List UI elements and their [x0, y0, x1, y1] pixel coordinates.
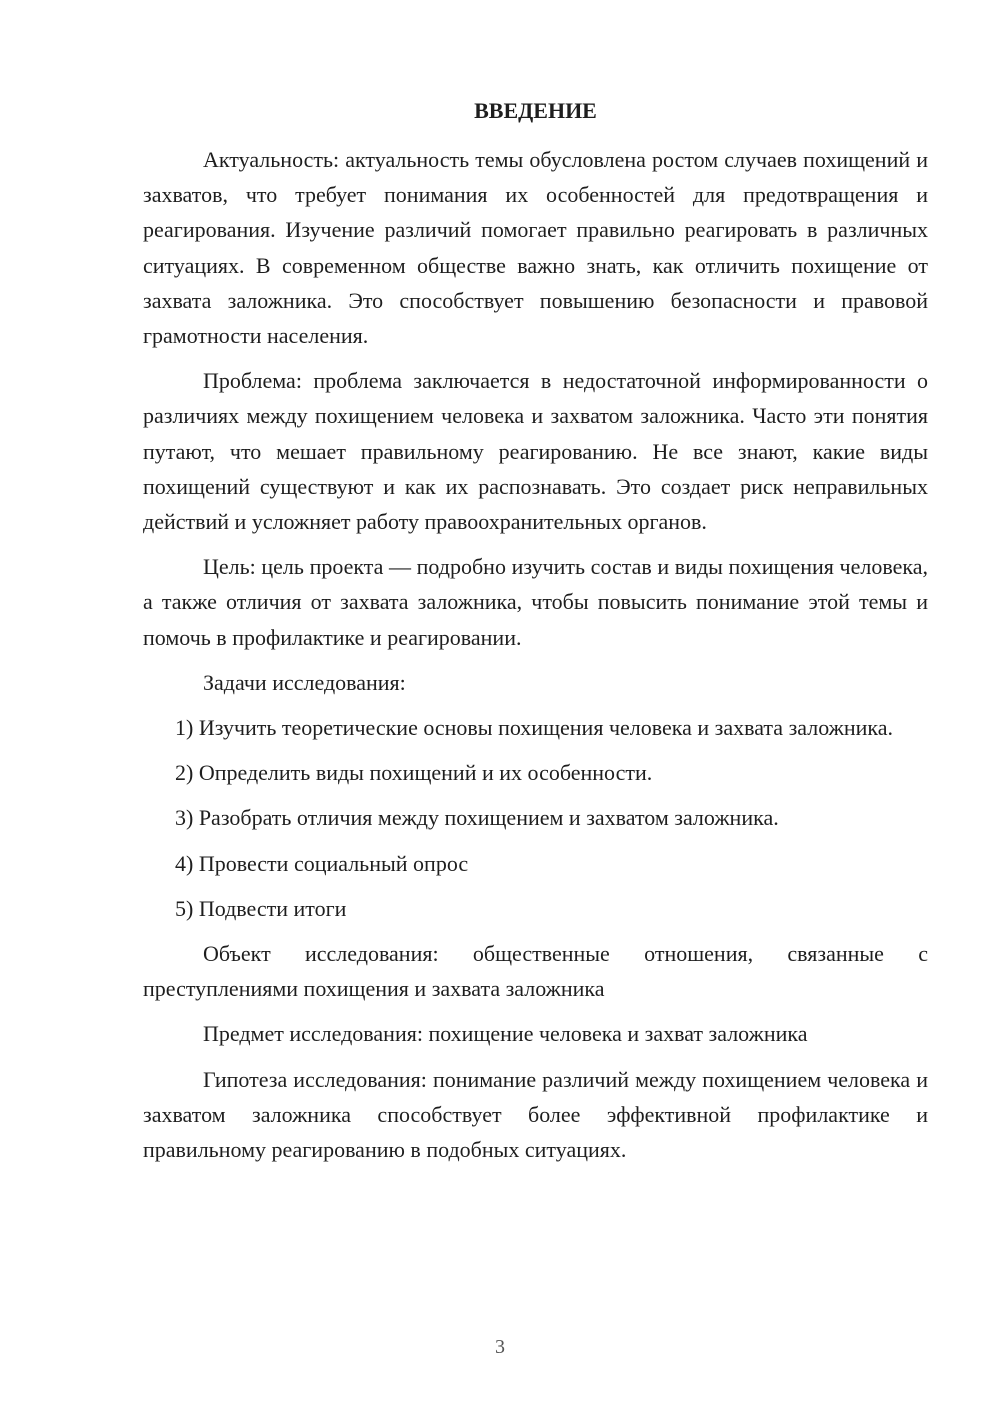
page-number: 3	[495, 1336, 505, 1358]
document-body	[143, 142, 928, 1167]
task-item-1: 1) Изучить теоретические основы похищения человека и захвата заложника.	[175, 715, 894, 741]
paragraph-object: Объект исследования: общественные отношения, связанные с преступлениями похищения и захвата заложника	[143, 941, 928, 1002]
paragraph-hypothesis: Гипотеза исследования: понимание различий между похищением человека и захватом заложника способствует более эффективной профилактике и правильному реагированию в подобных ситуациях.	[143, 1066, 928, 1163]
task-item-3: 3) Разобрать отличия между похищением и захватом заложника.	[175, 805, 779, 831]
paragraph-relevance: Актуальность: актуальность темы обусловлена ростом случаев похищений и захватов, что требует понимания их особенностей для предотвращения и реагирования. Изучение различий помогает правильно реагировать в различных ситуациях. В современном обществе важно знать, как отличить похищение от захвата заложника. Это способствует повышению безопасности и правовой грамотности населения.	[143, 147, 928, 349]
paragraph-problem: Проблема: проблема заключается в недостаточной информированности о различиях между похищением человека и захватом заложника. Часто эти понятия путают, что мешает правильному реагированию. Не все знают, какие виды похищений существуют и как их распознавать. Это создает риск неправильных действий и усложняет работу правоохранительных органов.	[143, 368, 928, 535]
paragraph-goal: Цель: цель проекта — подробно изучить состав и виды похищения человека, а также отличия от захвата заложника, чтобы повысить понимание этой темы и помочь в профилактике и реагировании.	[143, 554, 928, 650]
task-item-5: 5) Подвести итоги	[175, 895, 347, 921]
paragraph-subject: Предмет исследования: похищение человека и захват заложника	[203, 1021, 808, 1047]
paragraph-tasks-heading: Задачи исследования:	[203, 669, 406, 695]
task-item-4: 4) Провести социальный опрос	[175, 850, 469, 876]
task-list	[143, 710, 928, 926]
section-title: ВВЕДЕНИЕ	[474, 98, 597, 123]
task-item-2: 2) Определить виды похищений и их особенности.	[175, 760, 653, 786]
